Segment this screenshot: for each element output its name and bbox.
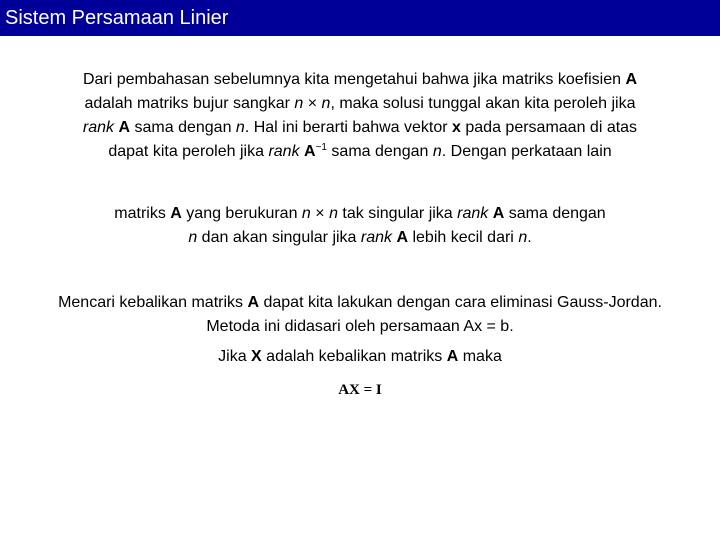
paragraph-gauss-jordan <box>40 291 680 339</box>
text: Dari pembahasan sebelumnya kita mengetahui bahwa jika matriks koefisien <box>82 71 626 88</box>
times-symbol: × <box>315 205 325 222</box>
text: , maka solusi tunggal akan kita peroleh jika <box>330 95 636 112</box>
matrix-symbol: X <box>251 348 262 365</box>
text: dan akan singular jika <box>197 229 361 246</box>
var-n: n <box>235 119 245 136</box>
paragraph-singular <box>110 202 610 250</box>
slide-title: Sistem Persamaan Linier <box>5 7 229 29</box>
matrix-symbol: A <box>492 205 505 222</box>
matrix-symbol: A <box>118 119 131 136</box>
var-n: n <box>321 95 331 112</box>
var-n: n <box>329 205 338 222</box>
rank-word: rank <box>82 119 115 136</box>
text: lebih kecil dari <box>408 229 519 246</box>
text: adalah kebalikan matriks <box>261 348 447 365</box>
text: tak singular jika <box>337 205 458 222</box>
var-n: n <box>432 143 442 160</box>
rank-word: rank <box>457 205 489 222</box>
text: Jika <box>218 348 252 365</box>
inverse-superscript: −1 <box>315 142 327 153</box>
var-n: n <box>301 205 311 222</box>
text: adalah matriks bujur sangkar <box>84 95 295 112</box>
vector-symbol: x <box>452 119 461 136</box>
paragraph-inverse <box>110 345 610 369</box>
title-bar <box>0 0 720 36</box>
matrix-symbol: A <box>170 205 182 222</box>
var-n: n <box>518 229 528 246</box>
times-symbol: × <box>307 95 318 112</box>
text: pada persamaan di atas dapat kita peroleh jika <box>108 119 638 160</box>
text: Mencari kebalikan matriks <box>58 294 248 311</box>
rank-word: rank <box>268 143 300 160</box>
text: dapat kita lakukan dengan cara eliminasi Gauss-Jordan. Metoda ini didasari oleh persamaan Ax = b. <box>206 294 662 335</box>
text: yang berukuran <box>181 205 302 222</box>
text: matriks <box>114 205 171 222</box>
paragraph-intro <box>70 68 650 164</box>
rank-word: rank <box>360 229 393 246</box>
text: sama dengan <box>326 143 433 160</box>
text: maka <box>458 348 502 365</box>
text: . <box>527 229 532 246</box>
matrix-symbol: A <box>625 71 638 88</box>
text: . Dengan perkataan lain <box>441 143 612 160</box>
matrix-symbol: A <box>247 294 260 311</box>
equation: AX = I <box>338 382 382 398</box>
var-n: n <box>188 229 198 246</box>
text: sama dengan <box>130 119 236 136</box>
text: . Hal ini berarti bahwa vektor <box>244 119 453 136</box>
var-n: n <box>294 95 304 112</box>
matrix-symbol: A <box>304 143 316 160</box>
matrix-symbol: A <box>396 229 409 246</box>
text: sama dengan <box>504 205 606 222</box>
matrix-symbol: A <box>446 348 459 365</box>
